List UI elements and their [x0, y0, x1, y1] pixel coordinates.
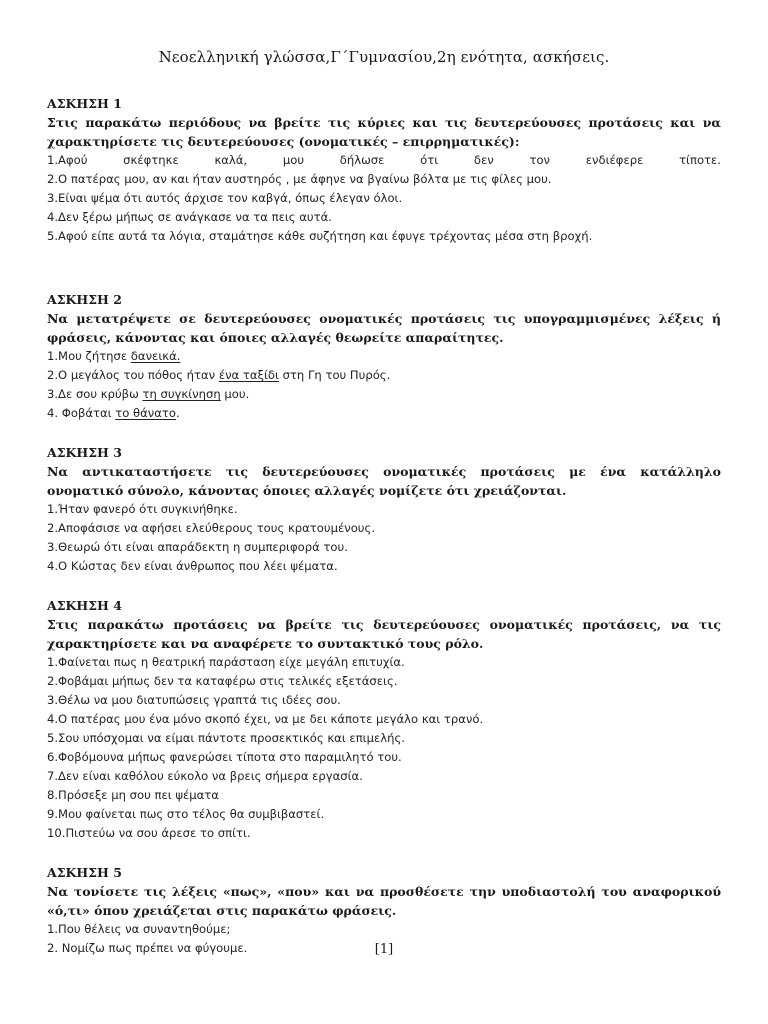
list-item: 5.Σου υπόσχομαι να είμαι πάντοτε προσεκτικός και επιμελής. — [47, 731, 405, 745]
item-text: στη Γη του Πυρός. — [278, 368, 391, 382]
exercise-instruction: Να μετατρέψετε σε δευτερεύουσες ονοματικές προτάσεις τις υπογραμμισμένες λέξεις ή φράσεις, κάνοντας και όποιες αλλαγές θεωρείτε απαραίτητες. — [47, 311, 721, 345]
list-item: 4.Ο Κώστας δεν είναι άνθρωπος που λέει ψέματα. — [47, 559, 338, 573]
exercise-heading: ΑΣΚΗΣΗ 5 — [47, 865, 122, 880]
list-item: 6.Φοβόμουνα μήπως φανερώσει τίποτα στο παραμιλητό του. — [47, 750, 402, 764]
underlined-phrase: τη συγκίνηση — [142, 387, 221, 401]
list-item: 4.Ο πατέρας μου ένα μόνο σκοπό έχει, να με δει κάποτε μεγάλο και τρανό. — [47, 712, 484, 726]
exercise-heading: ΑΣΚΗΣΗ 4 — [47, 598, 122, 613]
exercise-instruction: Στις παρακάτω περιόδους να βρείτε τις κύριες και τις δευτερεύουσες προτάσεις και να χαρακτηρίσετε τις δευτερεύουσες (ονοματικές – επιρρηματικές): — [47, 115, 721, 149]
page-number: [1] — [374, 942, 394, 957]
list-item: 2.Αποφάσισε να αφήσει ελεύθερους τους κρατουμένους. — [47, 521, 376, 535]
page-title: Νεοελληνική γλώσσα,Γ΄Γυμνασίου,2η ενότητα, ασκήσεις. — [158, 48, 610, 66]
list-item: 1.Αφού σκέφτηκε καλά, μου δήλωσε ότι δεν τον ενδιέφερε τίποτε. — [47, 153, 721, 167]
item-text: 1.Μου ζήτησε — [47, 349, 131, 363]
list-item: 5.Αφού είπε αυτά τα λόγια, σταμάτησε κάθε συζήτηση και έφυγε τρέχοντας μέσα στη βροχή. — [47, 229, 593, 243]
list-item: 1.Που θέλεις να συναντηθούμε; — [47, 922, 231, 936]
list-item: 2.Φοβάμαι μήπως δεν τα καταφέρω στις τελικές εξετάσεις. — [47, 674, 398, 688]
list-item: 1.Ήταν φανερό ότι συγκινήθηκε. — [47, 502, 238, 516]
exercise-3 — [47, 443, 721, 576]
item-text: 3.Δε σου κρύβω — [47, 387, 143, 401]
list-item — [47, 404, 721, 423]
list-item: 1.Φαίνεται πως η θεατρική παράσταση είχε μεγάλη επιτυχία. — [47, 655, 405, 669]
exercise-2 — [47, 290, 721, 423]
exercise-1 — [47, 94, 721, 246]
list-item: 3.Είναι ψέμα ότι αυτός άρχισε τον καβγά, όπως έλεγαν όλοι. — [47, 191, 403, 205]
underlined-phrase: δανεικά. — [130, 349, 181, 363]
item-text: 2.Ο μεγάλος του πόθος ήταν — [47, 368, 219, 382]
list-item: 8.Πρόσεξε μη σου πει ψέματα — [47, 788, 219, 802]
exercise-4 — [47, 596, 721, 843]
list-item — [47, 366, 721, 385]
exercise-heading: ΑΣΚΗΣΗ 1 — [47, 96, 122, 111]
item-text: . — [175, 406, 180, 420]
list-item — [47, 347, 721, 366]
list-item: 10.Πιστεύω να σου άρεσε το σπίτι. — [47, 826, 251, 840]
list-item: 4.Δεν ξέρω μήπως σε ανάγκασε να τα πεις αυτά. — [47, 210, 332, 224]
underlined-phrase: το θάνατο — [115, 406, 176, 420]
list-item: 2. Νομίζω πως πρέπει να φύγουμε. — [47, 941, 248, 955]
list-item: 7.Δεν είναι καθόλου εύκολο να βρεις σήμερα εργασία. — [47, 769, 363, 783]
list-item: 3.Θεωρώ ότι είναι απαράδεκτη η συμπεριφορά του. — [47, 540, 348, 554]
item-text: 4. Φοβάται — [47, 406, 116, 420]
exercise-instruction: Να τονίσετε τις λέξεις «πως», «που» και να προσθέσετε την υποδιαστολή του αναφορικού «ό,τι» όπου χρειάζεται στις παρακάτω φράσεις. — [47, 884, 721, 918]
exercise-instruction: Να αντικαταστήσετε τις δευτερεύουσες ονοματικές προτάσεις με ένα κατάλληλο ονοματικό σύνολο, κάνοντας όποιες αλλαγές νομίζετε ότι χρειάζονται. — [47, 464, 721, 498]
list-item: 3.Θέλω να μου διατυπώσεις γραπτά τις ιδέες σου. — [47, 693, 341, 707]
exercise-instruction: Στις παρακάτω προτάσεις να βρείτε τις δευτερεύουσες ονοματικές προτάσεις, να τις χαρακτηρίσετε και να αναφέρετε το συντακτικό τους ρόλο. — [47, 617, 721, 651]
exercise-heading: ΑΣΚΗΣΗ 3 — [47, 445, 122, 460]
list-item — [47, 385, 721, 404]
item-text: μου. — [220, 387, 250, 401]
exercise-heading: ΑΣΚΗΣΗ 2 — [47, 292, 122, 307]
list-item: 9.Μου φαίνεται πως στο τέλος θα συμβιβαστεί. — [47, 807, 325, 821]
list-item: 2.Ο πατέρας μου, αν και ήταν αυστηρός , με άφηνε να βγαίνω βόλτα με τις φίλες μου. — [47, 172, 552, 186]
underlined-phrase: ένα ταξίδι — [218, 368, 279, 382]
